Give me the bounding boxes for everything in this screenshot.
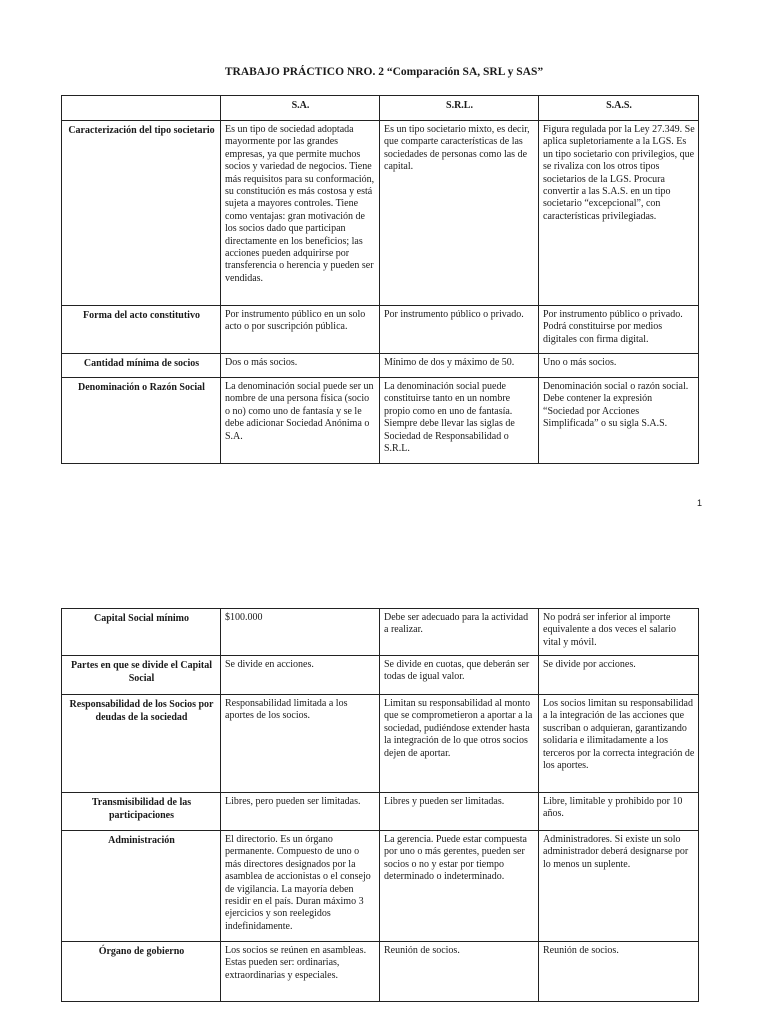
- cell-sa: Los socios se reúnen en asambleas. Estas pueden ser: ordinarias, extraordinarias y especiales.: [221, 942, 380, 1002]
- cell-srl: Debe ser adecuado para la actividad a realizar.: [380, 609, 539, 656]
- cell-sas: Por instrumento público o privado. Podrá constituirse por medios digitales con firma digital.: [539, 306, 699, 354]
- table-row: [62, 656, 699, 695]
- header-srl: S.R.L.: [380, 96, 539, 121]
- cell-sas: Administradores. Si existe un solo administrador deberá designarse por lo menos un suplente.: [539, 831, 699, 942]
- cell-sas: Se divide por acciones.: [539, 656, 699, 695]
- cell-srl: Se divide en cuotas, que deberán ser todas de igual valor.: [380, 656, 539, 695]
- cell-sa: La denominación social puede ser un nombre de una persona física (socio o no) como uno de fantasía y se le debe adicionar Sociedad Anónima o S.A.: [221, 378, 380, 464]
- cell-sa: Libres, pero pueden ser limitadas.: [221, 793, 380, 831]
- cell-sas: Denominación social o razón social. Debe contener la expresión “Sociedad por Acciones Simplificada” o su sigla S.A.S.: [539, 378, 699, 464]
- cell-sas: Los socios limitan su responsabilidad a la integración de las acciones que suscriban o adquieran, garantizando solidaria e ilimitadamente a los terceros por la correcta integración de los aportes.: [539, 695, 699, 793]
- cell-srl: La denominación social puede constituirse tanto en un nombre propio como en uno de fantasía. Siempre debe llevar las siglas de Sociedad de Responsabilidad o S.R.L.: [380, 378, 539, 464]
- header-empty-cell: [62, 96, 221, 121]
- row-label: Capital Social mínimo: [62, 609, 221, 656]
- cell-sa: Por instrumento público en un solo acto o por suscripción pública.: [221, 306, 380, 354]
- cell-sa: Se divide en acciones.: [221, 656, 380, 695]
- row-label: Responsabilidad de los Socios por deudas de la sociedad: [62, 695, 221, 793]
- row-label: Caracterización del tipo societario: [62, 121, 221, 306]
- cell-sa: Es un tipo de sociedad adoptada mayormente por las grandes empresas, ya que permite muchos socios y variedad de negocios. Tiene más requisitos para su conformación, su constitución es más costosa y está sujeta a mayores controles. Tiene como ventajas: gran motivación de los socios dado que participan directamente en los beneficios; las acciones pueden adquirirse por transferencia o herencia y pueden ser vendidas.: [221, 121, 380, 306]
- document-title: TRABAJO PRÁCTICO NRO. 2 “Comparación SA, SRL y SAS”: [224, 66, 544, 78]
- table-row: [62, 831, 699, 942]
- cell-srl: Reunión de socios.: [380, 942, 539, 1002]
- cell-sa: Responsabilidad limitada a los aportes de los socios.: [221, 695, 380, 793]
- page-number: 1: [697, 498, 703, 508]
- cell-sa: El directorio. Es un órgano permanente. Compuesto de uno o más directores designados por la asamblea de accionistas o el consejo de vigilancia. La mayoría deben residir en el país. Duran máximo 3 ejercicios y son reelegidos indefinidamente.: [221, 831, 380, 942]
- cell-sas: Reunión de socios.: [539, 942, 699, 1002]
- row-label: Partes en que se divide el Capital Social: [62, 656, 221, 695]
- cell-sa: $100.000: [221, 609, 380, 656]
- cell-sa: Dos o más socios.: [221, 354, 380, 378]
- row-label: Denominación o Razón Social: [62, 378, 221, 464]
- row-label: Forma del acto constitutivo: [62, 306, 221, 354]
- row-label: Cantidad mínima de socios: [62, 354, 221, 378]
- table-row: [62, 793, 699, 831]
- table-row: [62, 609, 699, 656]
- table-row: [62, 306, 699, 354]
- cell-srl: Libres y pueden ser limitadas.: [380, 793, 539, 831]
- row-label: Administración: [62, 831, 221, 942]
- cell-srl: Es un tipo societario mixto, es decir, que comparte características de las sociedades de personas como las de capital.: [380, 121, 539, 306]
- table-header-row: [62, 96, 699, 121]
- row-label: Órgano de gobierno: [62, 942, 221, 1002]
- cell-srl: Limitan su responsabilidad al monto que se comprometieron a aportar a la sociedad, pudiéndose extender hasta la integración de lo que otros socios dejen de aportar.: [380, 695, 539, 793]
- header-sas: S.A.S.: [539, 96, 699, 121]
- cell-sas: Figura regulada por la Ley 27.349. Se aplica supletoriamente a la LGS. Es un tipo societario con privilegios, que se rivaliza con los otros tipos societarios de la LGS. Procura convertir a las S.A.S. en un tipo societario “excepcional”, con características privilegiadas.: [539, 121, 699, 306]
- table-row: [62, 121, 699, 306]
- comparison-table-page-1: [61, 95, 699, 464]
- table-row: [62, 942, 699, 1002]
- cell-sas: Libre, limitable y prohibido por 10 años.: [539, 793, 699, 831]
- table-row: [62, 695, 699, 793]
- comparison-table-page-2: [61, 608, 699, 1002]
- cell-srl: Por instrumento público o privado.: [380, 306, 539, 354]
- row-label: Transmisibilidad de las participaciones: [62, 793, 221, 831]
- table-row: [62, 354, 699, 378]
- cell-srl: La gerencia. Puede estar compuesta por uno o más gerentes, pueden ser socios o no y estar por tiempo determinado o indeterminado.: [380, 831, 539, 942]
- cell-sas: Uno o más socios.: [539, 354, 699, 378]
- cell-sas: No podrá ser inferior al importe equivalente a dos veces el salario vital y móvil.: [539, 609, 699, 656]
- table-row: [62, 378, 699, 464]
- header-sa: S.A.: [221, 96, 380, 121]
- cell-srl: Mínimo de dos y máximo de 50.: [380, 354, 539, 378]
